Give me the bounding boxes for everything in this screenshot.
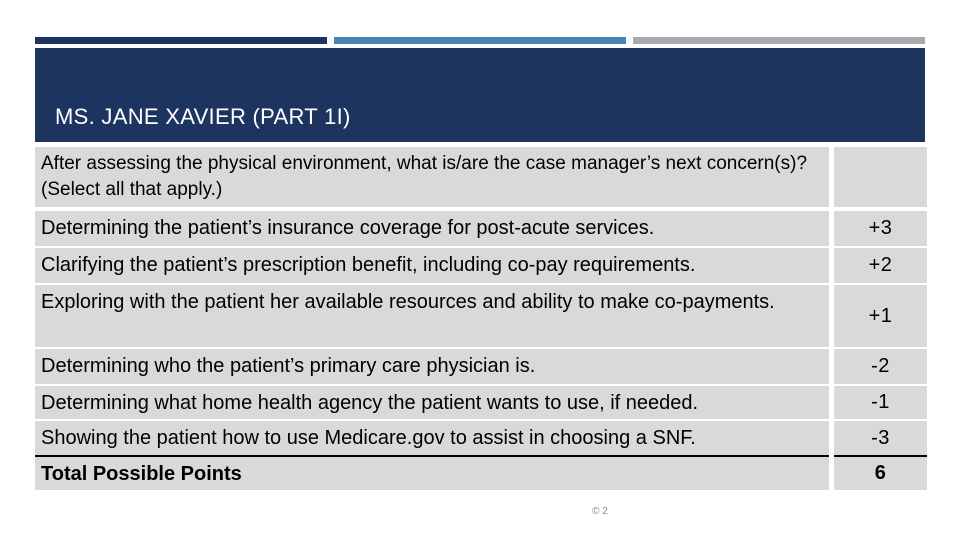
option-row-4: Determining who the patient’s primary care physician is. — [35, 349, 829, 384]
slide-number: © 2 — [592, 506, 608, 517]
title-panel — [35, 48, 925, 142]
option-score-4: -2 — [834, 349, 927, 384]
option-score-2: +2 — [834, 248, 927, 283]
option-row-2: Clarifying the patient’s prescription benefit, including co-pay requirements. — [35, 248, 829, 283]
option-score-6: -3 — [834, 421, 927, 455]
option-row-5: Determining what home health agency the patient wants to use, if needed. — [35, 386, 829, 419]
option-score-5: -1 — [834, 386, 927, 419]
total-value: 6 — [834, 457, 927, 490]
option-row-1: Determining the patient’s insurance coverage for post-acute services. — [35, 211, 829, 246]
slide-title: MS. JANE XAVIER (PART 1I) — [55, 104, 351, 129]
option-score-3: +1 — [834, 285, 927, 347]
option-row-3: Exploring with the patient her available resources and ability to make co-payments. — [35, 285, 829, 347]
total-label: Total Possible Points — [35, 457, 829, 490]
question-cell: After assessing the physical environment, what is/are the case manager’s next concern(s)? (Select all that apply.) — [35, 147, 829, 207]
accent-bar-navy — [35, 37, 327, 44]
option-row-6: Showing the patient how to use Medicare.gov to assist in choosing a SNF. — [35, 421, 829, 455]
option-score-1: +3 — [834, 211, 927, 246]
accent-bar-blue — [334, 37, 626, 44]
accent-bar-gray — [633, 37, 925, 44]
question-score-cell — [834, 147, 927, 207]
